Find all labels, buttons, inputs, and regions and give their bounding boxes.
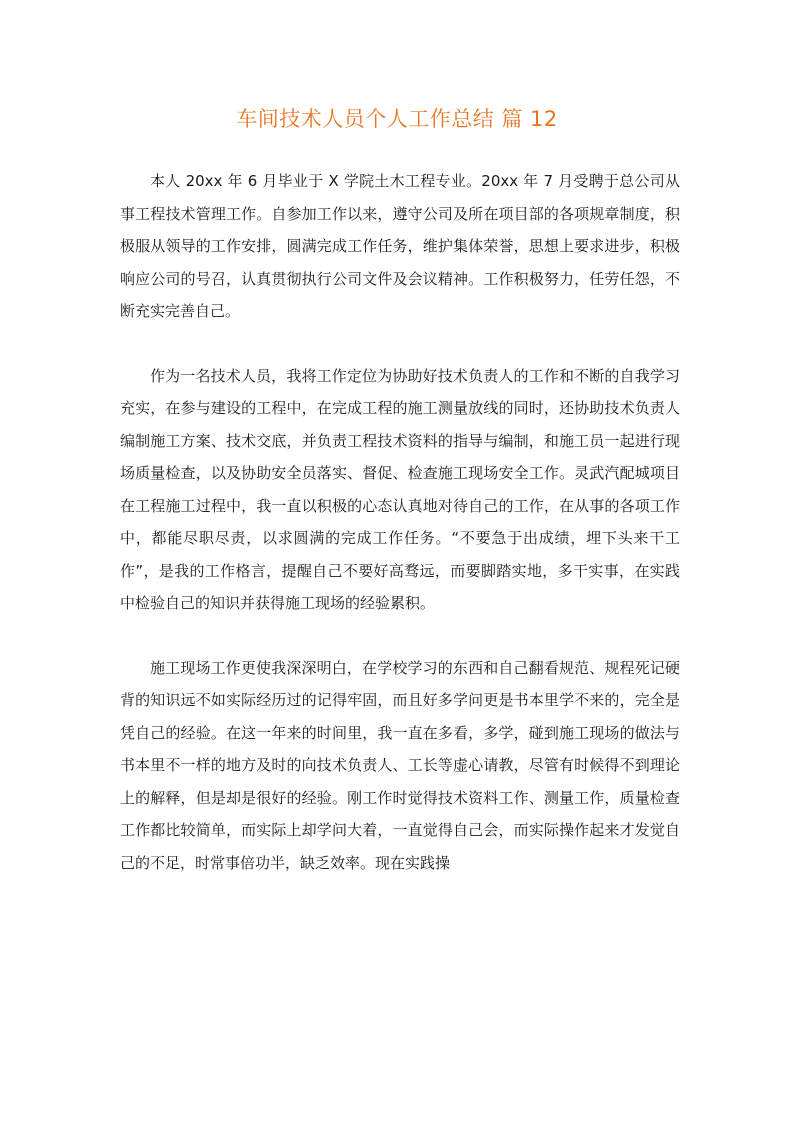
document-title: 车间技术人员个人工作总结 篇 12: [236, 107, 558, 131]
paragraph-3: 施工现场工作更使我深深明白，在学校学习的东西和自己翻看规范、规程死记硬背的知识远不如实际经历过的记得牢固，而且好多学问更是书本里学不来的，完全是凭自己的经验。在这一年来的时间里，我一直在多看，多学，碰到施工现场的做法与书本里不一样的地方及时的向技术负责人、工长等虚心请教，尽管有时候得不到理论上的解释，但是却是很好的经验。刚工作时觉得技术资料工作、测量工作，质量检查工作都比较简单，而实际上却学问大着，一直觉得自己会，而实际操作起来才发觉自己的不足，时常事倍功半，缺乏效率。现在实践操: [120, 658, 680, 872]
paragraph-2: 作为一名技术人员，我将工作定位为协助好技术负责人的工作和不断的自我学习充实，在参与建设的工程中，在完成工程的施工测量放线的同时，还协助技术负责人编制施工方案、技术交底，并负责工程技术资料的指导与编制，和施工员一起进行现场质量检查，以及协助安全员落实、督促、检查施工现场安全工作。灵武汽配城项目在工程施工过程中，我一直以积极的心态认真地对待自己的工作，在从事的各项工作中，都能尽职尽责，以求圆满的完成工作任务。“不要急于出成绩，埋下头来干工作”，是我的工作格言，提醒自己不要好高骛远，而要脚踏实地，多干实事，在实践中检验自己的知识并获得施工现场的经验累积。: [120, 366, 680, 612]
document-body: [120, 165, 680, 879]
paragraph-1: 本人 20xx 年 6 月毕业于 X 学院土木工程专业。20xx 年 7 月受聘于总公司从事工程技术管理工作。自参加工作以来，遵守公司及所在项目部的各项规章制度，积极服从领导的工作安排，圆满完成工作任务，维护集体荣誉，思想上要求进步，积极响应公司的号召，认真贯彻执行公司文件及会议精神。工作积极努力，任劳任怨，不断充实完善自己。: [120, 172, 680, 320]
